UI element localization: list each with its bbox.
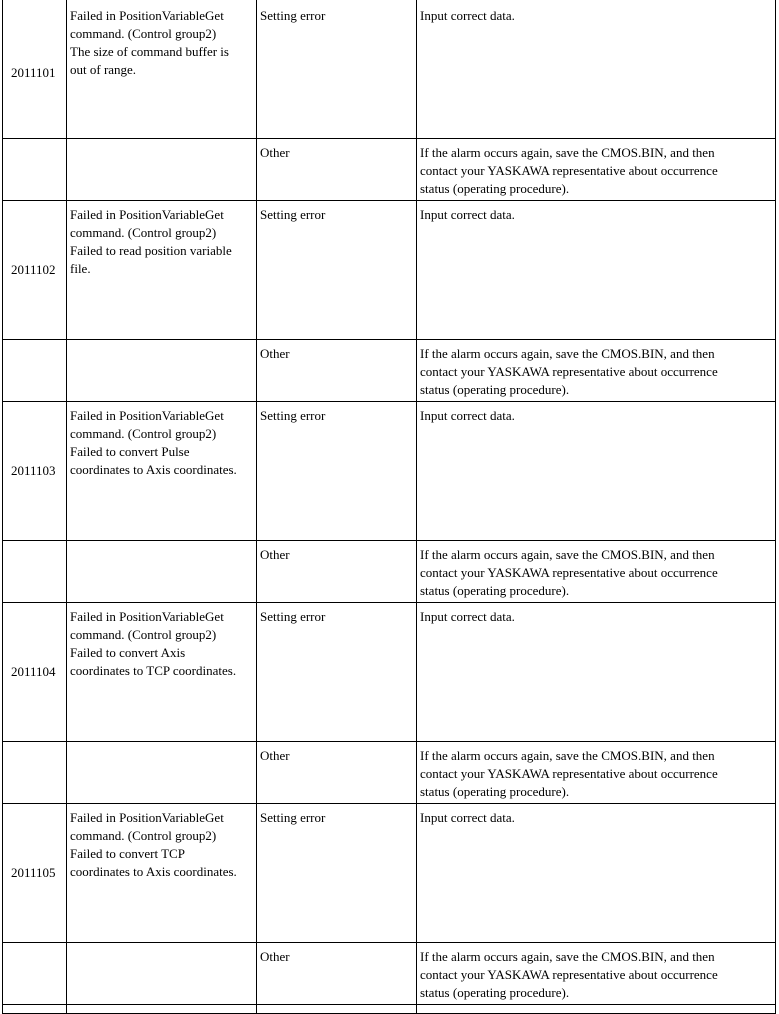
remedy-line: status (operating procedure).	[420, 784, 570, 799]
empty-cell	[3, 742, 67, 804]
alarm-cause: Other	[257, 340, 417, 402]
alarm-remedy	[417, 943, 776, 1005]
table-row	[3, 139, 776, 201]
alarm-remedy	[417, 603, 776, 742]
remedy-line: Input correct data.	[420, 8, 515, 23]
alarm-table-body	[3, 0, 776, 1014]
table-row	[3, 603, 776, 742]
description-line: command. (Control group2)	[70, 26, 217, 41]
empty-cell	[3, 340, 67, 402]
description-line: command. (Control group2)	[70, 627, 217, 642]
remedy-line: status (operating procedure).	[420, 985, 570, 1000]
remedy-line: contact your YASKAWA representative about occurrence	[420, 766, 718, 781]
alarm-code: 2011104	[3, 603, 67, 742]
alarm-cause: Setting error	[257, 0, 417, 139]
empty-cell	[67, 943, 257, 1005]
empty-cell	[67, 742, 257, 804]
remedy-line: contact your YASKAWA representative about occurrence	[420, 364, 718, 379]
remedy-line: Input correct data.	[420, 207, 515, 222]
alarm-code: 2011102	[3, 201, 67, 340]
description-line: Failed to convert TCP	[70, 846, 185, 861]
table-row	[3, 0, 776, 139]
alarm-cause: Setting error	[257, 402, 417, 541]
table-row	[3, 402, 776, 541]
remedy-line: Input correct data.	[420, 609, 515, 624]
remedy-line: If the alarm occurs again, save the CMOS.BIN, and then	[420, 547, 715, 562]
description-line: coordinates to Axis coordinates.	[70, 462, 237, 477]
empty-cell	[3, 1005, 67, 1014]
description-line: Failed in PositionVariableGet	[70, 8, 224, 23]
remedy-line: If the alarm occurs again, save the CMOS.BIN, and then	[420, 949, 715, 964]
description-line: out of range.	[70, 62, 137, 77]
remedy-line: status (operating procedure).	[420, 181, 570, 196]
empty-cell	[67, 1005, 257, 1014]
alarm-description	[67, 804, 257, 943]
alarm-cause: Setting error	[257, 201, 417, 340]
remedy-line: Input correct data.	[420, 810, 515, 825]
empty-cell	[417, 1005, 776, 1014]
remedy-line: status (operating procedure).	[420, 382, 570, 397]
alarm-cause: Other	[257, 742, 417, 804]
alarm-remedy	[417, 340, 776, 402]
description-line: The size of command buffer is	[70, 44, 229, 59]
empty-cell	[67, 139, 257, 201]
table-row	[3, 943, 776, 1005]
alarm-code: 2011101	[3, 0, 67, 139]
remedy-line: contact your YASKAWA representative about occurrence	[420, 967, 718, 982]
description-line: command. (Control group2)	[70, 828, 217, 843]
empty-cell	[67, 541, 257, 603]
alarm-remedy	[417, 402, 776, 541]
description-line: Failed to convert Axis	[70, 645, 186, 660]
description-line: Failed to read position variable	[70, 243, 232, 258]
alarm-remedy	[417, 804, 776, 943]
alarm-remedy	[417, 139, 776, 201]
remedy-line: status (operating procedure).	[420, 583, 570, 598]
table-row	[3, 804, 776, 943]
table-row	[3, 742, 776, 804]
table-row	[3, 541, 776, 603]
alarm-remedy	[417, 201, 776, 340]
alarm-code-table	[2, 0, 776, 1014]
table-row	[3, 340, 776, 402]
alarm-cause: Setting error	[257, 603, 417, 742]
table-row-partial	[3, 1005, 776, 1014]
remedy-line: Input correct data.	[420, 408, 515, 423]
alarm-code: 2011103	[3, 402, 67, 541]
description-line: coordinates to TCP coordinates.	[70, 663, 237, 678]
alarm-description	[67, 201, 257, 340]
alarm-remedy	[417, 0, 776, 139]
description-line: Failed in PositionVariableGet	[70, 810, 224, 825]
table-row	[3, 201, 776, 340]
empty-cell	[67, 340, 257, 402]
alarm-code: 2011105	[3, 804, 67, 943]
description-line: Failed in PositionVariableGet	[70, 207, 224, 222]
description-line: Failed in PositionVariableGet	[70, 609, 224, 624]
alarm-description	[67, 0, 257, 139]
remedy-line: If the alarm occurs again, save the CMOS.BIN, and then	[420, 145, 715, 160]
alarm-cause: Other	[257, 139, 417, 201]
alarm-description	[67, 603, 257, 742]
empty-cell	[3, 139, 67, 201]
alarm-description	[67, 402, 257, 541]
empty-cell	[3, 541, 67, 603]
description-line: file.	[70, 261, 91, 276]
empty-cell	[257, 1005, 417, 1014]
alarm-remedy	[417, 742, 776, 804]
description-line: command. (Control group2)	[70, 225, 217, 240]
remedy-line: If the alarm occurs again, save the CMOS.BIN, and then	[420, 346, 715, 361]
description-line: command. (Control group2)	[70, 426, 217, 441]
description-line: Failed in PositionVariableGet	[70, 408, 224, 423]
remedy-line: If the alarm occurs again, save the CMOS.BIN, and then	[420, 748, 715, 763]
alarm-cause: Setting error	[257, 804, 417, 943]
remedy-line: contact your YASKAWA representative about occurrence	[420, 565, 718, 580]
remedy-line: contact your YASKAWA representative about occurrence	[420, 163, 718, 178]
empty-cell	[3, 943, 67, 1005]
alarm-cause: Other	[257, 541, 417, 603]
description-line: Failed to convert Pulse	[70, 444, 190, 459]
alarm-cause: Other	[257, 943, 417, 1005]
alarm-remedy	[417, 541, 776, 603]
description-line: coordinates to Axis coordinates.	[70, 864, 237, 879]
